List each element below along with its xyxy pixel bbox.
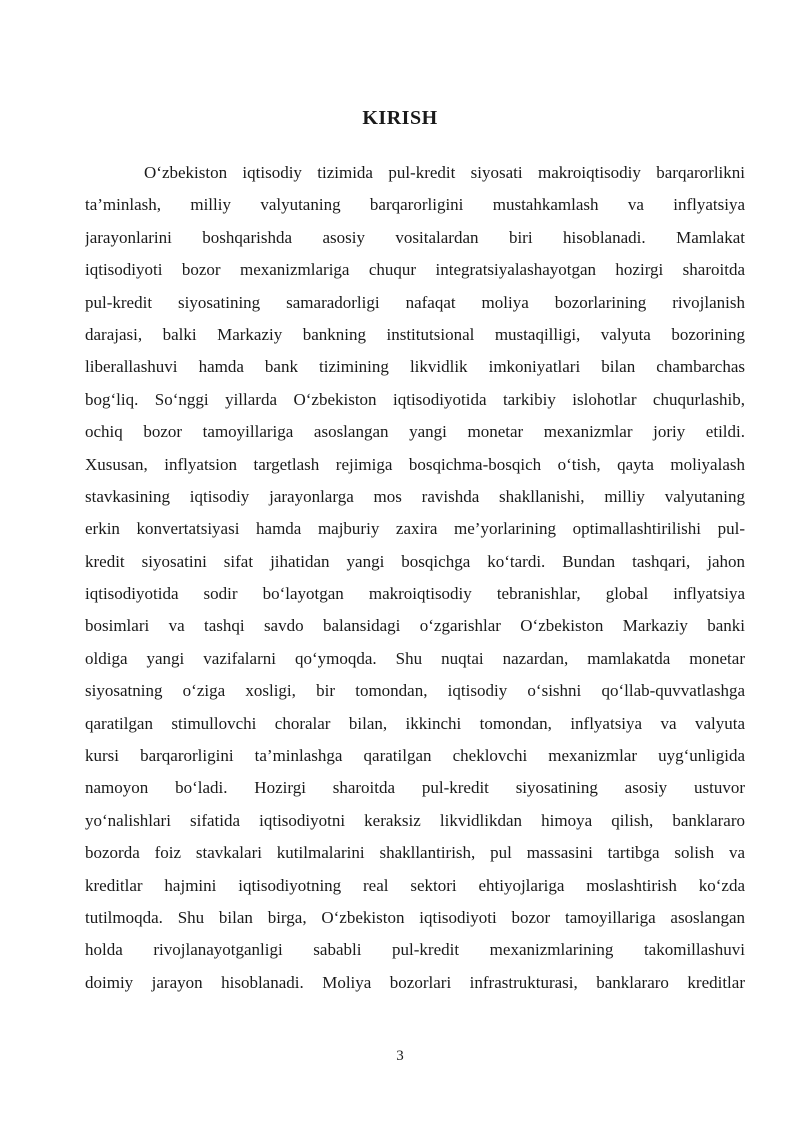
text-line: kursi barqarorligini ta’minlashga qaratilgan cheklovchi mexanizmlar uyg‘unligida bbox=[85, 746, 745, 766]
text-line: namoyon bo‘ladi. Hozirgi sharoitda pul-kredit siyosatining asosiy ustuvor bbox=[85, 778, 745, 798]
text-line: stavkasining iqtisodiy jarayonlarga mos ravishda shakllanishi, milliy valyutaning bbox=[85, 486, 745, 506]
text-line: kreditlar hajmini iqtisodiyotning real sektori ehtiyojlariga moslashtirish ko‘zda bbox=[85, 875, 745, 895]
text-line: ta’minlash, milliy valyutaning barqarorligini mustahkamlash va inflyatsiya bbox=[85, 195, 745, 215]
text-line: bog‘liq. So‘nggi yillarda O‘zbekiston iqtisodiyotida tarkibiy islohotlar chuqurlashib, bbox=[85, 389, 745, 409]
text-line: O‘zbekiston iqtisodiy tizimida pul-kredit siyosati makroiqtisodiy barqarorlikni bbox=[144, 163, 745, 182]
paragraph bbox=[85, 157, 745, 999]
text-line: bozorda foiz stavkalari kutilmalarini shakllantirish, pul massasini tartibga solish va bbox=[85, 843, 745, 863]
text-line: oldiga yangi vazifalarni qo‘ymoqda. Shu nuqtai nazardan, mamlakatda monetar bbox=[85, 648, 745, 668]
page-number: 3 bbox=[396, 1048, 404, 1064]
text-line: doimiy jarayon hisoblanadi. Moliya bozorlari infrastrukturasi, banklararo kreditlar bbox=[85, 972, 745, 992]
text-line: tutilmoqda. Shu bilan birga, O‘zbekiston iqtisodiyoti bozor tamoyillariga asoslangan bbox=[85, 907, 745, 927]
text-line: pul-kredit siyosatining samaradorligi nafaqat moliya bozorlarining rivojlanish bbox=[85, 292, 745, 312]
text-line: Xususan, inflyatsion targetlash rejimiga bosqichma-bosqich o‘tish, qayta moliyalash bbox=[85, 454, 745, 474]
text-line: holda rivojlanayotganligi sababli pul-kredit mexanizmlarining takomillashuvi bbox=[85, 940, 745, 960]
text-line: liberallashuvi hamda bank tizimining likvidlik imkoniyatlari bilan chambarchas bbox=[85, 357, 745, 377]
text-line: ochiq bozor tamoyillariga asoslangan yangi monetar mexanizmlar joriy etildi. bbox=[85, 422, 745, 442]
text-line: jarayonlarini boshqarishda asosiy vositalardan biri hisoblanadi. Mamlakat bbox=[85, 227, 745, 247]
text-line: iqtisodiyoti bozor mexanizmlariga chuqur integratsiyalashayotgan hozirgi sharoitda bbox=[85, 260, 745, 280]
text-line: iqtisodiyotida sodir bo‘layotgan makroiqtisodiy tebranishlar, global inflyatsiya bbox=[85, 584, 745, 604]
text-line: kredit siyosatini sifat jihatidan yangi bosqichga ko‘tardi. Bundan tashqari, jahon bbox=[85, 551, 745, 571]
text-line: bosimlari va tashqi savdo balansidagi o‘zgarishlar O‘zbekiston Markaziy banki bbox=[85, 616, 745, 636]
text-line: qaratilgan stimullovchi choralar bilan, ikkinchi tomondan, inflyatsiya va valyuta bbox=[85, 713, 745, 733]
text-line: darajasi, balki Markaziy bankning institutsional mustaqilligi, valyuta bozorining bbox=[85, 324, 745, 344]
text-line: yo‘nalishlari sifatida iqtisodiyotni keraksiz likvidlikdan himoya qilish, banklararo bbox=[85, 810, 745, 830]
page-title: KIRISH bbox=[362, 107, 438, 129]
text-line: siyosatning o‘ziga xosligi, bir tomondan, iqtisodiy o‘sishni qo‘llab-quvvatlashga bbox=[85, 681, 745, 701]
text-line: erkin konvertatsiyasi hamda majburiy zaxira me’yorlarining optimallashtirilishi pul- bbox=[85, 519, 745, 539]
